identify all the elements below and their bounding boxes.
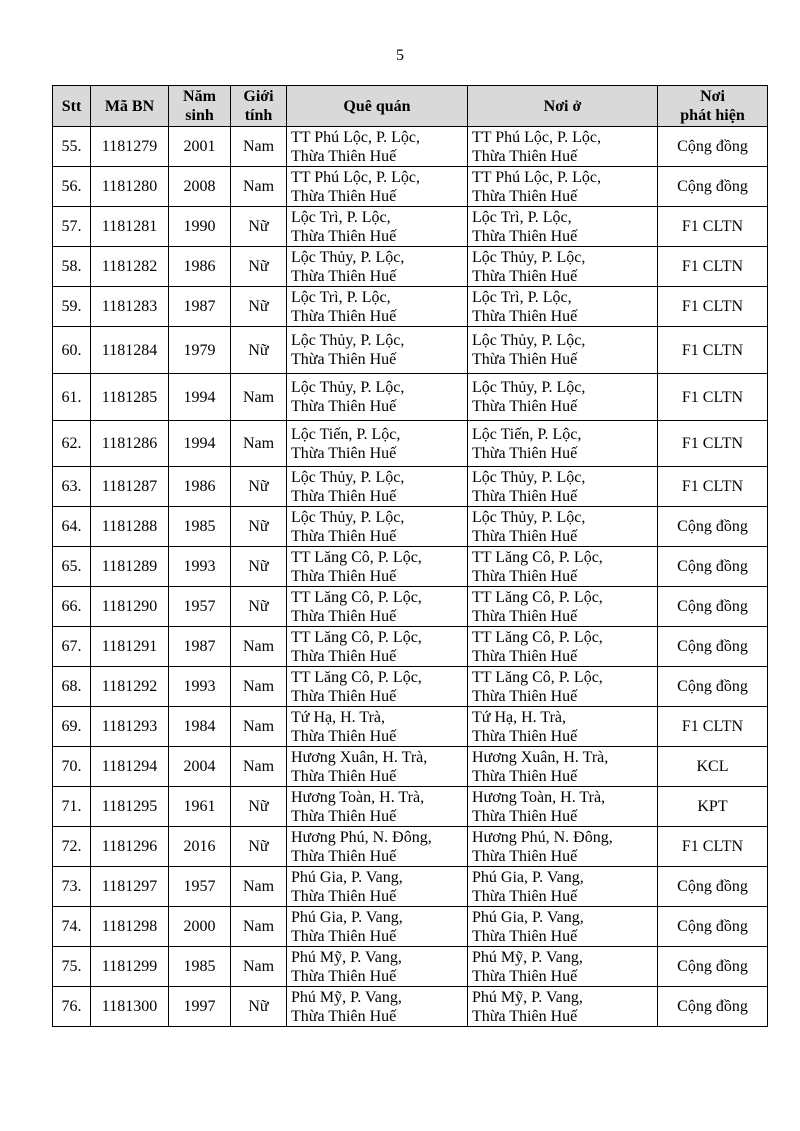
cell-stt: 57. <box>53 207 91 247</box>
cell-que-quan-line: TT Lăng Cô, P. Lộc, <box>291 668 422 686</box>
cell-nam-sinh: 1957 <box>169 587 231 627</box>
cell-noi-phat-hien: Cộng đồng <box>658 987 768 1027</box>
cell-noi-phat-hien: F1 CLTN <box>658 707 768 747</box>
cell-ma-bn: 1181297 <box>91 867 169 907</box>
cell-que-quan <box>287 587 468 627</box>
cell-que-quan-line: Lộc Trì, P. Lộc, <box>291 288 391 306</box>
cell-nam-sinh: 1985 <box>169 507 231 547</box>
table-body <box>53 127 768 1027</box>
table-row <box>53 327 768 374</box>
cell-noi-o-line: Hương Phú, N. Đông, <box>472 828 613 846</box>
cell-stt: 56. <box>53 167 91 207</box>
table-row <box>53 947 768 987</box>
cell-que-quan <box>287 467 468 507</box>
cell-que-quan-line: Thừa Thiên Huế <box>291 307 397 325</box>
cell-noi-o-line: Thừa Thiên Huế <box>472 567 578 585</box>
cell-que-quan-line: Hương Xuân, H. Trà, <box>291 748 428 766</box>
table-row <box>53 907 768 947</box>
cell-noi-o <box>468 747 658 787</box>
cell-que-quan-line: TT Phú Lộc, P. Lộc, <box>291 128 421 146</box>
cell-noi-o-line: Thừa Thiên Huế <box>472 687 578 705</box>
cell-noi-o <box>468 587 658 627</box>
table-row <box>53 627 768 667</box>
cell-noi-o-line: Thừa Thiên Huế <box>472 527 578 545</box>
cell-noi-o-line: Hương Toàn, H. Trà, <box>472 788 606 806</box>
cell-stt: 68. <box>53 667 91 707</box>
cell-noi-phat-hien: Cộng đồng <box>658 167 768 207</box>
cell-noi-phat-hien: KCL <box>658 747 768 787</box>
cell-noi-phat-hien: Cộng đồng <box>658 947 768 987</box>
cell-ma-bn: 1181279 <box>91 127 169 167</box>
cell-que-quan-line: TT Lăng Cô, P. Lộc, <box>291 548 422 566</box>
cell-que-quan-line: Thừa Thiên Huế <box>291 647 397 665</box>
cell-nam-sinh: 1979 <box>169 327 231 374</box>
cell-ma-bn: 1181285 <box>91 374 169 421</box>
cell-que-quan-line: Phú Gia, P. Vang, <box>291 908 403 926</box>
cell-gioi-tinh: Nữ <box>231 327 287 374</box>
header-ma-bn: Mã BN <box>91 86 169 127</box>
cell-que-quan-line: Thừa Thiên Huế <box>291 267 397 285</box>
cell-que-quan-line: Thừa Thiên Huế <box>291 527 397 545</box>
cell-noi-o-line: Lộc Tiến, P. Lộc, <box>472 425 582 443</box>
table-row <box>53 167 768 207</box>
cell-que-quan <box>287 327 468 374</box>
cell-gioi-tinh: Nữ <box>231 207 287 247</box>
cell-ma-bn: 1181298 <box>91 907 169 947</box>
cell-noi-o-line: Lộc Thủy, P. Lộc, <box>472 508 586 526</box>
table-row <box>53 207 768 247</box>
cell-noi-o-line: Thừa Thiên Huế <box>472 927 578 945</box>
cell-que-quan <box>287 167 468 207</box>
cell-noi-o <box>468 374 658 421</box>
cell-nam-sinh: 1997 <box>169 987 231 1027</box>
cell-que-quan-line: Thừa Thiên Huế <box>291 687 397 705</box>
cell-stt: 67. <box>53 627 91 667</box>
cell-ma-bn: 1181286 <box>91 421 169 467</box>
cell-stt: 73. <box>53 867 91 907</box>
cell-noi-o <box>468 907 658 947</box>
cell-que-quan <box>287 907 468 947</box>
cell-noi-o-line: TT Lăng Cô, P. Lộc, <box>472 628 603 646</box>
cell-que-quan <box>287 507 468 547</box>
cell-que-quan <box>287 987 468 1027</box>
cell-stt: 66. <box>53 587 91 627</box>
cell-ma-bn: 1181280 <box>91 167 169 207</box>
cell-ma-bn: 1181291 <box>91 627 169 667</box>
cell-noi-o <box>468 247 658 287</box>
cell-noi-o-line: Thừa Thiên Huế <box>472 398 578 415</box>
table-row <box>53 987 768 1027</box>
cell-nam-sinh: 1961 <box>169 787 231 827</box>
cell-nam-sinh: 2001 <box>169 127 231 167</box>
cell-que-quan-line: Thừa Thiên Huế <box>291 887 397 905</box>
cell-que-quan-line: Thừa Thiên Huế <box>291 444 397 462</box>
cell-noi-o-line: Lộc Thủy, P. Lộc, <box>472 468 586 486</box>
cell-gioi-tinh: Nam <box>231 627 287 667</box>
cell-ma-bn: 1181281 <box>91 207 169 247</box>
cell-noi-o-line: TT Phú Lộc, P. Lộc, <box>472 168 602 186</box>
cell-noi-o <box>468 827 658 867</box>
table-row <box>53 247 768 287</box>
cell-ma-bn: 1181296 <box>91 827 169 867</box>
cell-nam-sinh: 1990 <box>169 207 231 247</box>
cell-noi-o <box>468 867 658 907</box>
cell-noi-o-line: Phú Mỹ, P. Vang, <box>472 948 583 966</box>
cell-nam-sinh: 1994 <box>169 421 231 467</box>
cell-stt: 61. <box>53 374 91 421</box>
cell-nam-sinh: 2008 <box>169 167 231 207</box>
cell-noi-phat-hien: F1 CLTN <box>658 327 768 374</box>
page-number: 5 <box>396 47 404 64</box>
table-row <box>53 467 768 507</box>
cell-noi-phat-hien: Cộng đồng <box>658 587 768 627</box>
cell-que-quan <box>287 667 468 707</box>
cell-noi-o <box>468 707 658 747</box>
cell-que-quan-line: Lộc Thủy, P. Lộc, <box>291 248 405 266</box>
cell-que-quan <box>287 287 468 327</box>
cell-nam-sinh: 1987 <box>169 287 231 327</box>
cell-gioi-tinh: Nữ <box>231 547 287 587</box>
cell-noi-phat-hien: F1 CLTN <box>658 421 768 467</box>
table-row <box>53 787 768 827</box>
cell-noi-phat-hien: Cộng đồng <box>658 667 768 707</box>
cell-noi-o-line: TT Lăng Cô, P. Lộc, <box>472 588 603 606</box>
cell-noi-o <box>468 667 658 707</box>
cell-noi-o-line: Thừa Thiên Huế <box>472 847 578 865</box>
cell-que-quan <box>287 247 468 287</box>
cell-que-quan-line: Hương Phú, N. Đông, <box>291 828 432 846</box>
cell-que-quan-line: Lộc Thủy, P. Lộc, <box>291 468 405 486</box>
cell-que-quan <box>287 747 468 787</box>
cell-nam-sinh: 1984 <box>169 707 231 747</box>
cell-noi-o <box>468 547 658 587</box>
table-row <box>53 667 768 707</box>
cell-noi-o-line: Thừa Thiên Huế <box>472 147 578 165</box>
cell-stt: 72. <box>53 827 91 867</box>
cell-noi-o-line: Thừa Thiên Huế <box>472 967 578 985</box>
cell-que-quan-line: Lộc Trì, P. Lộc, <box>291 208 391 226</box>
cell-que-quan-line: Thừa Thiên Huế <box>291 967 397 985</box>
cell-noi-o <box>468 327 658 374</box>
table-row <box>53 867 768 907</box>
cell-que-quan <box>287 547 468 587</box>
cell-noi-o-line: Lộc Thủy, P. Lộc, <box>472 332 586 349</box>
cell-ma-bn: 1181292 <box>91 667 169 707</box>
cell-noi-o-line: Lộc Thủy, P. Lộc, <box>472 248 586 266</box>
cell-noi-o-line: Thừa Thiên Huế <box>472 647 578 665</box>
cell-nam-sinh: 2000 <box>169 907 231 947</box>
cell-stt: 59. <box>53 287 91 327</box>
cell-noi-o-line: Phú Gia, P. Vang, <box>472 868 584 886</box>
cell-noi-o <box>468 947 658 987</box>
cell-que-quan <box>287 627 468 667</box>
cell-que-quan <box>287 707 468 747</box>
table-row <box>53 127 768 167</box>
cell-noi-o-line: Thừa Thiên Huế <box>472 607 578 625</box>
cell-que-quan-line: Lộc Thủy, P. Lộc, <box>291 379 405 396</box>
patient-table <box>52 85 768 1027</box>
cell-que-quan-line: Thừa Thiên Huế <box>291 187 397 205</box>
cell-que-quan-line: Lộc Thủy, P. Lộc, <box>291 508 405 526</box>
cell-stt: 69. <box>53 707 91 747</box>
cell-que-quan-line: Hương Toàn, H. Trà, <box>291 788 425 806</box>
cell-noi-o-line: Thừa Thiên Huế <box>472 807 578 825</box>
cell-que-quan <box>287 827 468 867</box>
table-row <box>53 547 768 587</box>
cell-noi-o-line: Thừa Thiên Huế <box>472 227 578 245</box>
cell-noi-phat-hien: F1 CLTN <box>658 247 768 287</box>
cell-nam-sinh: 2016 <box>169 827 231 867</box>
header-que-quan: Quê quán <box>287 86 468 127</box>
cell-gioi-tinh: Nữ <box>231 987 287 1027</box>
cell-que-quan-line: TT Lăng Cô, P. Lộc, <box>291 588 422 606</box>
cell-gioi-tinh: Nữ <box>231 787 287 827</box>
cell-ma-bn: 1181295 <box>91 787 169 827</box>
cell-noi-o-line: Tứ Hạ, H. Trà, <box>472 708 567 726</box>
cell-nam-sinh: 1985 <box>169 947 231 987</box>
cell-que-quan-line: TT Phú Lộc, P. Lộc, <box>291 168 421 186</box>
cell-noi-phat-hien: F1 CLTN <box>658 207 768 247</box>
cell-nam-sinh: 1994 <box>169 374 231 421</box>
cell-que-quan-line: TT Lăng Cô, P. Lộc, <box>291 628 422 646</box>
cell-que-quan-line: Thừa Thiên Huế <box>291 927 397 945</box>
cell-noi-o-line: Thừa Thiên Huế <box>472 267 578 285</box>
cell-noi-o-line: Hương Xuân, H. Trà, <box>472 748 609 766</box>
cell-noi-phat-hien: F1 CLTN <box>658 827 768 867</box>
cell-stt: 62. <box>53 421 91 467</box>
cell-nam-sinh: 1993 <box>169 667 231 707</box>
cell-que-quan-line: Thừa Thiên Huế <box>291 1007 397 1025</box>
cell-noi-o <box>468 127 658 167</box>
cell-noi-o-line: Thừa Thiên Huế <box>472 351 578 368</box>
cell-nam-sinh: 1986 <box>169 467 231 507</box>
cell-stt: 55. <box>53 127 91 167</box>
cell-nam-sinh: 1993 <box>169 547 231 587</box>
cell-gioi-tinh: Nam <box>231 707 287 747</box>
cell-que-quan-line: Thừa Thiên Huế <box>291 567 397 585</box>
cell-noi-phat-hien: Cộng đồng <box>658 867 768 907</box>
cell-noi-o-line: Thừa Thiên Huế <box>472 487 578 505</box>
cell-gioi-tinh: Nữ <box>231 827 287 867</box>
cell-stt: 63. <box>53 467 91 507</box>
cell-noi-o <box>468 421 658 467</box>
cell-ma-bn: 1181282 <box>91 247 169 287</box>
cell-gioi-tinh: Nam <box>231 421 287 467</box>
cell-ma-bn: 1181300 <box>91 987 169 1027</box>
cell-noi-o-line: Thừa Thiên Huế <box>472 887 578 905</box>
cell-gioi-tinh: Nam <box>231 907 287 947</box>
cell-noi-o-line: Thừa Thiên Huế <box>472 307 578 325</box>
header-noi-o: Nơi ở <box>468 86 658 127</box>
cell-noi-o-line: Lộc Thủy, P. Lộc, <box>472 379 586 396</box>
cell-stt: 76. <box>53 987 91 1027</box>
cell-noi-o <box>468 627 658 667</box>
header-nam-sinh: Năm sinh <box>169 86 231 127</box>
cell-noi-o-line: Lộc Trì, P. Lộc, <box>472 208 572 226</box>
cell-gioi-tinh: Nam <box>231 167 287 207</box>
cell-gioi-tinh: Nam <box>231 374 287 421</box>
cell-ma-bn: 1181283 <box>91 287 169 327</box>
cell-stt: 64. <box>53 507 91 547</box>
cell-que-quan-line: Thừa Thiên Huế <box>291 727 397 745</box>
table-row <box>53 374 768 421</box>
header-noi-phat-hien: Nơi phát hiện <box>658 86 768 127</box>
cell-que-quan-line: Lộc Thủy, P. Lộc, <box>291 332 405 349</box>
table-row <box>53 707 768 747</box>
cell-noi-o-line: Thừa Thiên Huế <box>472 727 578 745</box>
cell-stt: 58. <box>53 247 91 287</box>
cell-gioi-tinh: Nam <box>231 667 287 707</box>
cell-gioi-tinh: Nữ <box>231 467 287 507</box>
cell-stt: 75. <box>53 947 91 987</box>
cell-nam-sinh: 2004 <box>169 747 231 787</box>
cell-stt: 71. <box>53 787 91 827</box>
cell-ma-bn: 1181284 <box>91 327 169 374</box>
cell-que-quan-line: Lộc Tiến, P. Lộc, <box>291 425 401 443</box>
cell-noi-phat-hien: F1 CLTN <box>658 467 768 507</box>
cell-gioi-tinh: Nam <box>231 867 287 907</box>
cell-ma-bn: 1181289 <box>91 547 169 587</box>
cell-nam-sinh: 1957 <box>169 867 231 907</box>
cell-ma-bn: 1181299 <box>91 947 169 987</box>
cell-gioi-tinh: Nữ <box>231 507 287 547</box>
cell-noi-o-line: Thừa Thiên Huế <box>472 1007 578 1025</box>
cell-que-quan-line: Thừa Thiên Huế <box>291 807 397 825</box>
cell-que-quan <box>287 787 468 827</box>
cell-nam-sinh: 1987 <box>169 627 231 667</box>
cell-gioi-tinh: Nam <box>231 747 287 787</box>
cell-stt: 65. <box>53 547 91 587</box>
cell-noi-o-line: Thừa Thiên Huế <box>472 187 578 205</box>
cell-noi-o-line: TT Lăng Cô, P. Lộc, <box>472 668 603 686</box>
cell-ma-bn: 1181294 <box>91 747 169 787</box>
cell-noi-o <box>468 507 658 547</box>
cell-noi-phat-hien: F1 CLTN <box>658 287 768 327</box>
cell-ma-bn: 1181293 <box>91 707 169 747</box>
cell-noi-o-line: Phú Mỹ, P. Vang, <box>472 988 583 1006</box>
cell-que-quan-line: Thừa Thiên Huế <box>291 487 397 505</box>
cell-nam-sinh: 1986 <box>169 247 231 287</box>
cell-gioi-tinh: Nam <box>231 127 287 167</box>
table-row <box>53 587 768 627</box>
cell-que-quan-line: Thừa Thiên Huế <box>291 398 397 415</box>
cell-noi-phat-hien: F1 CLTN <box>658 374 768 421</box>
cell-noi-phat-hien: Cộng đồng <box>658 627 768 667</box>
cell-noi-o <box>468 167 658 207</box>
cell-gioi-tinh: Nam <box>231 947 287 987</box>
cell-stt: 74. <box>53 907 91 947</box>
cell-que-quan <box>287 947 468 987</box>
cell-que-quan-line: Thừa Thiên Huế <box>291 847 397 865</box>
cell-noi-phat-hien: Cộng đồng <box>658 907 768 947</box>
cell-que-quan-line: Thừa Thiên Huế <box>291 227 397 245</box>
cell-que-quan-line: Phú Mỹ, P. Vang, <box>291 988 402 1006</box>
cell-que-quan <box>287 374 468 421</box>
cell-stt: 60. <box>53 327 91 374</box>
cell-que-quan <box>287 867 468 907</box>
cell-noi-o <box>468 987 658 1027</box>
cell-noi-o <box>468 207 658 247</box>
cell-noi-o-line: Thừa Thiên Huế <box>472 444 578 462</box>
table-row <box>53 287 768 327</box>
cell-que-quan-line: Phú Gia, P. Vang, <box>291 868 403 886</box>
cell-noi-o-line: Phú Gia, P. Vang, <box>472 908 584 926</box>
cell-ma-bn: 1181290 <box>91 587 169 627</box>
cell-noi-o <box>468 467 658 507</box>
table-row <box>53 827 768 867</box>
cell-noi-phat-hien: Cộng đồng <box>658 127 768 167</box>
cell-que-quan-line: Thừa Thiên Huế <box>291 147 397 165</box>
cell-noi-phat-hien: KPT <box>658 787 768 827</box>
table-row <box>53 747 768 787</box>
cell-que-quan-line: Phú Mỹ, P. Vang, <box>291 948 402 966</box>
table-row <box>53 421 768 467</box>
cell-noi-o-line: Thừa Thiên Huế <box>472 767 578 785</box>
cell-ma-bn: 1181287 <box>91 467 169 507</box>
cell-que-quan-line: Thừa Thiên Huế <box>291 767 397 785</box>
cell-gioi-tinh: Nữ <box>231 287 287 327</box>
cell-que-quan-line: Tứ Hạ, H. Trà, <box>291 708 386 726</box>
table-row <box>53 507 768 547</box>
cell-stt: 70. <box>53 747 91 787</box>
cell-noi-phat-hien: Cộng đồng <box>658 507 768 547</box>
cell-que-quan <box>287 421 468 467</box>
header-stt: Stt <box>53 86 91 127</box>
cell-noi-o <box>468 787 658 827</box>
header-gioi-tinh: Giới tính <box>231 86 287 127</box>
cell-noi-o-line: TT Phú Lộc, P. Lộc, <box>472 128 602 146</box>
cell-noi-o <box>468 287 658 327</box>
cell-que-quan-line: Thừa Thiên Huế <box>291 351 397 368</box>
cell-gioi-tinh: Nữ <box>231 247 287 287</box>
cell-que-quan <box>287 127 468 167</box>
cell-ma-bn: 1181288 <box>91 507 169 547</box>
cell-noi-o-line: TT Lăng Cô, P. Lộc, <box>472 548 603 566</box>
header-row <box>53 86 768 127</box>
cell-que-quan-line: Thừa Thiên Huế <box>291 607 397 625</box>
cell-noi-o-line: Lộc Trì, P. Lộc, <box>472 288 572 306</box>
cell-gioi-tinh: Nữ <box>231 587 287 627</box>
cell-noi-phat-hien: Cộng đồng <box>658 547 768 587</box>
cell-que-quan <box>287 207 468 247</box>
